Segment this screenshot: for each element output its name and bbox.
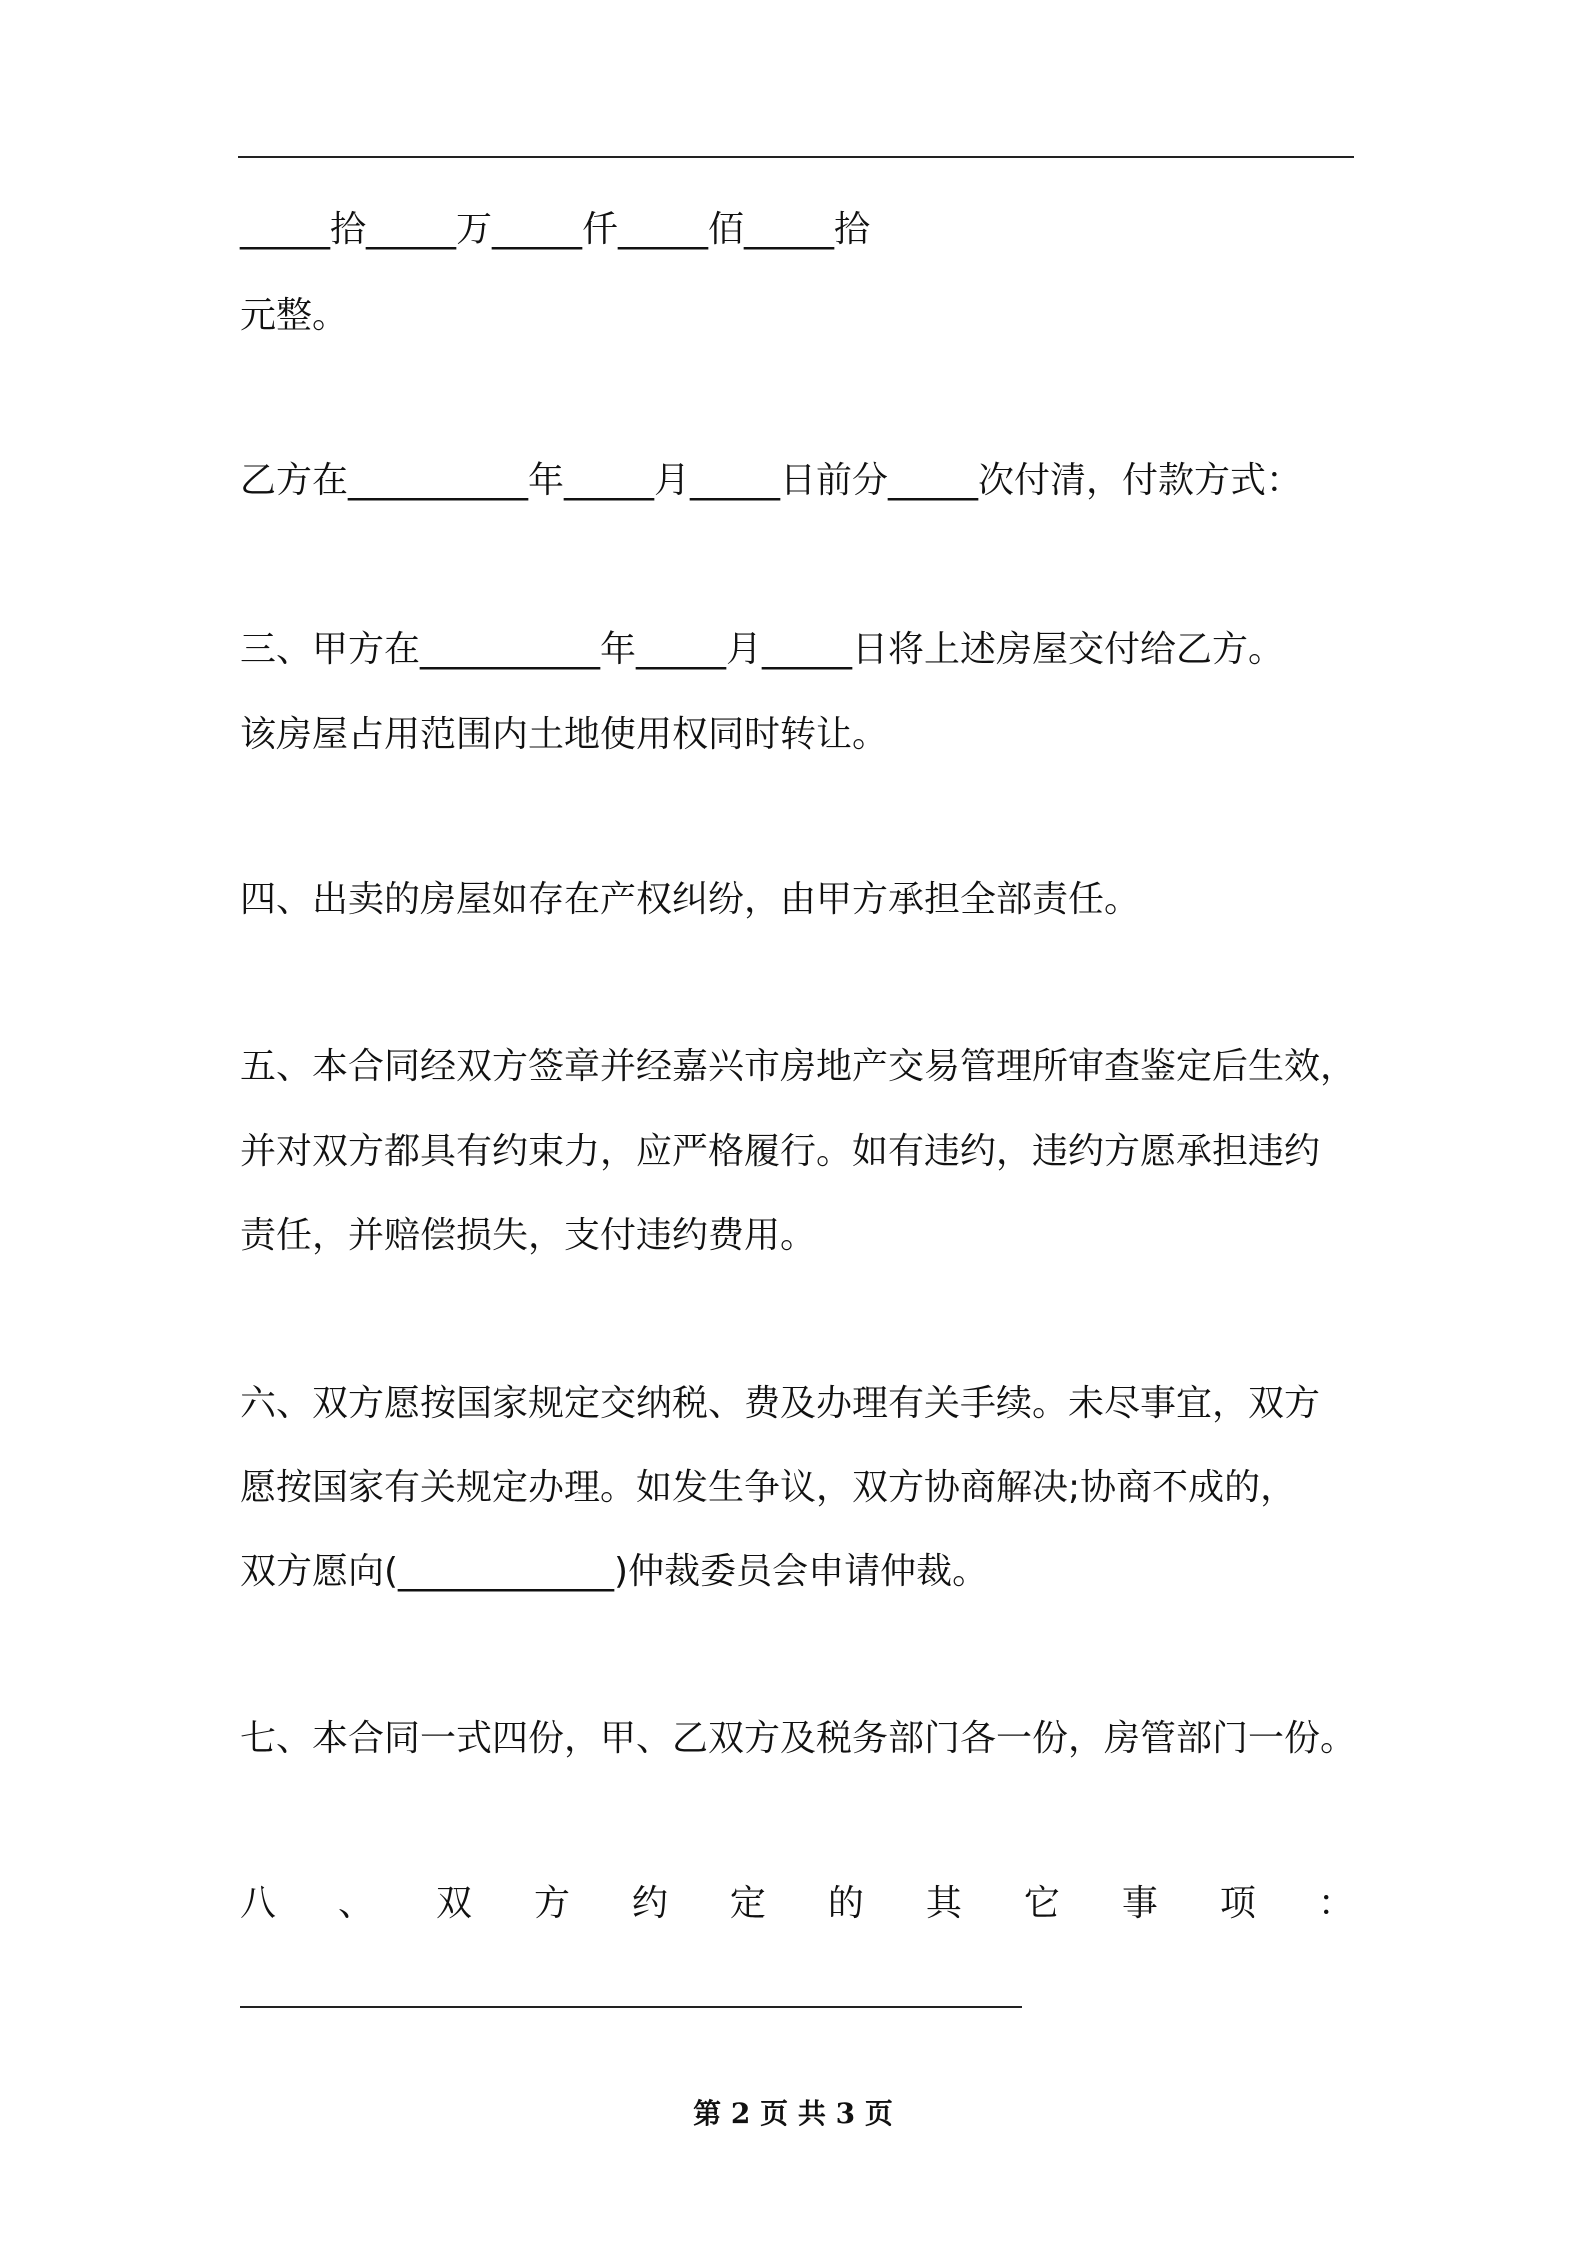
- clause-8-char: 事: [1121, 1883, 1158, 1924]
- payment-line: 乙方在__________年_____月_____日前分_____次付清，付款方式：: [240, 460, 1303, 501]
- clause-8-char: 其: [925, 1883, 962, 1924]
- clause-6-line-2: 愿按国家有关规定办理。如发生争议，双方协商解决;协商不成的，: [240, 1467, 1297, 1508]
- clause-3-line-2: 该房屋占用范围内土地使用权同时转让。: [240, 714, 889, 755]
- clause-5-line-1: 五、本合同经双方签章并经嘉兴市房地产交易管理所审查鉴定后生效，: [240, 1046, 1357, 1087]
- clause-8-char: 定: [729, 1883, 766, 1924]
- clause-6-line-1: 六、双方愿按国家规定交纳税、费及办理有关手续。未尽事宜，双方: [240, 1383, 1321, 1424]
- clause-8-char: 约: [631, 1883, 668, 1924]
- clause-6-line-3: 双方愿向(____________)仲裁委员会申请仲裁。: [240, 1551, 989, 1592]
- clause-4-line-1: 四、出卖的房屋如存在产权纠纷，由甲方承担全部责任。: [240, 879, 1141, 920]
- clause-8-char: ：: [1317, 1883, 1354, 1924]
- clause-8-char: 的: [827, 1883, 864, 1924]
- clause-8-char: 八: [240, 1883, 277, 1924]
- clause-8-fill-rule: [240, 2006, 1022, 2008]
- header-rule: [238, 156, 1354, 158]
- clause-8-char: 项: [1219, 1883, 1256, 1924]
- clause-8-char: 双: [435, 1883, 472, 1924]
- clause-8-char: 、: [337, 1883, 374, 1924]
- clause-5-line-2: 并对双方都具有约束力，应严格履行。如有违约，违约方愿承担违约: [240, 1131, 1321, 1172]
- clause-8-char: 方: [533, 1883, 570, 1924]
- amount-line: _____拾_____万_____仟_____佰_____拾: [240, 209, 870, 250]
- clause-5-line-3: 责任，并赔偿损失，支付违约费用。: [240, 1215, 817, 1256]
- clause-8-heading: [240, 1880, 1354, 1928]
- clause-7-line-1: 七、本合同一式四份，甲、乙双方及税务部门各一份，房管部门一份。: [240, 1718, 1357, 1759]
- amount-line-end: 元整。: [240, 295, 349, 336]
- clause-3-line-1: 三、甲方在__________年_____月_____日将上述房屋交付给乙方。: [240, 629, 1285, 670]
- page-number-footer: 第 2 页 共 3 页: [693, 2097, 893, 2130]
- clause-8-char: 它: [1023, 1883, 1060, 1924]
